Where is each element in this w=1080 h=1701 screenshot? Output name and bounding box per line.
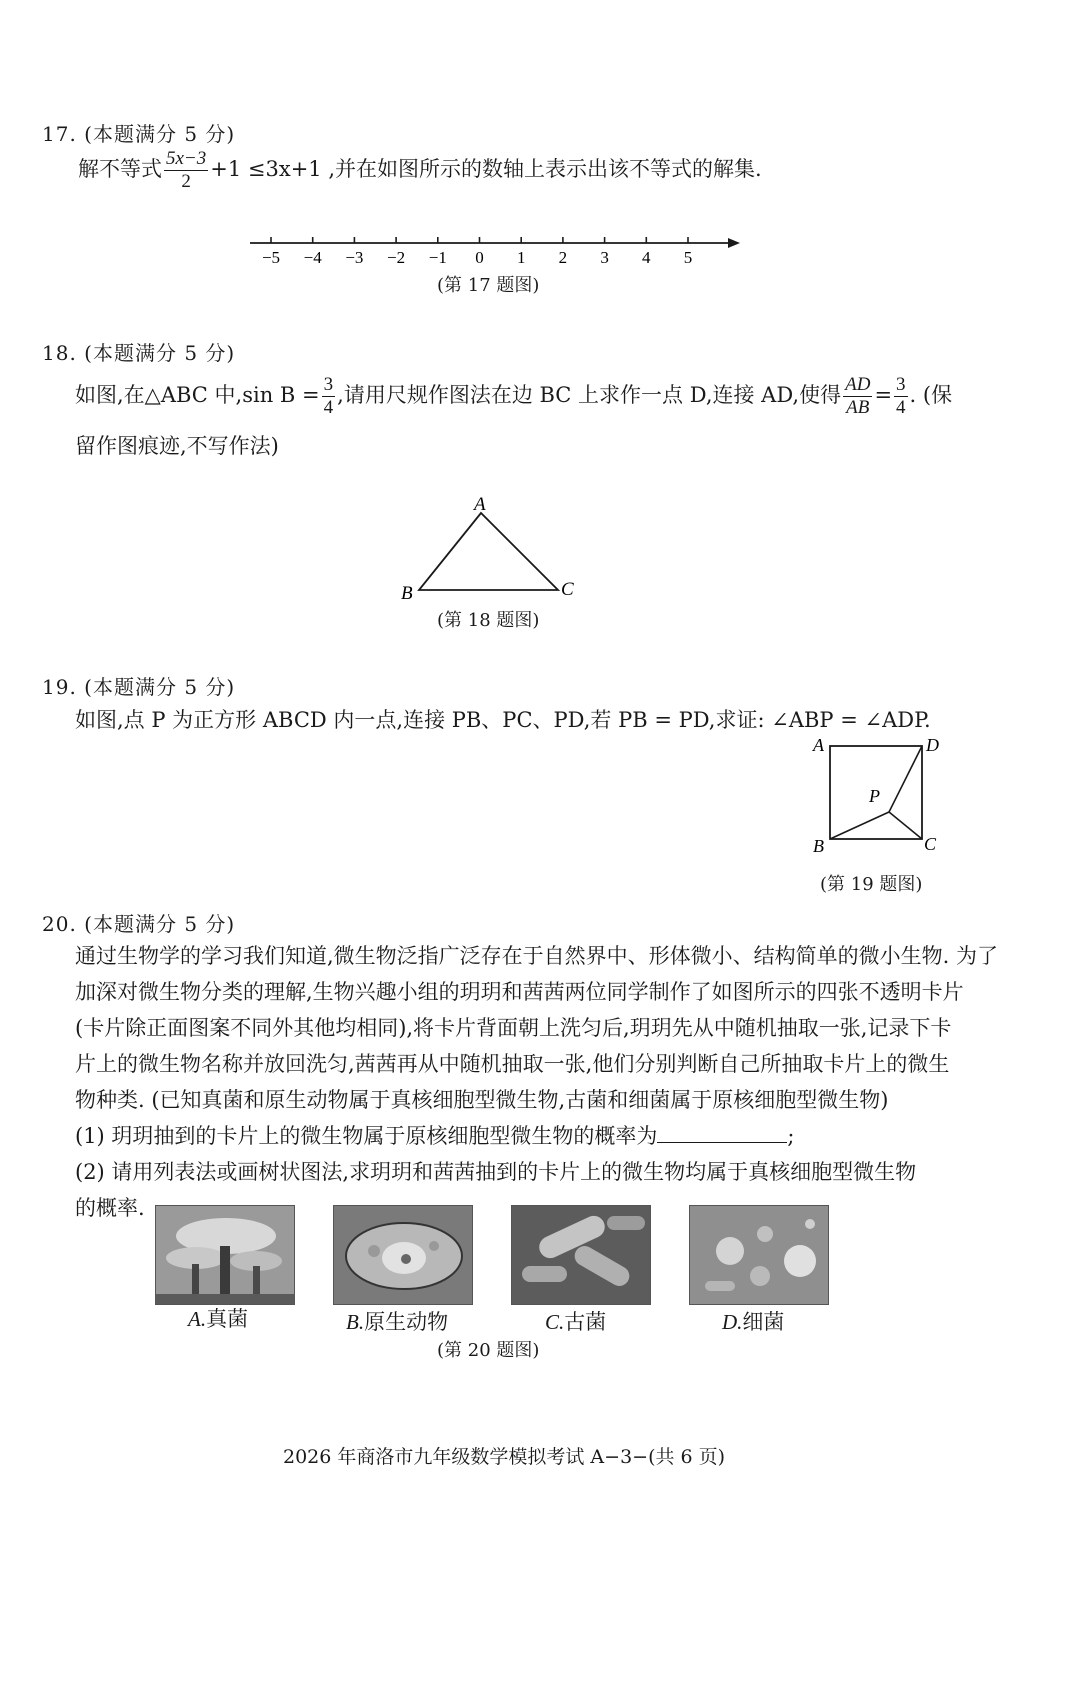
vertex-label-b: B: [401, 583, 413, 604]
archaea-illustration: [512, 1206, 650, 1304]
vertex-label-a: A: [813, 735, 824, 755]
q20-line: 加深对微生物分类的理解,生物兴趣小组的玥玥和茜茜两位同学制作了如图所示的四张不透明卡片: [75, 980, 964, 1004]
q18-t3: =: [874, 383, 893, 407]
q20-sub1: [75, 1118, 998, 1154]
q18-caption: (第 18 题图): [437, 610, 540, 631]
q18-frac-ratio: [843, 374, 872, 419]
vertex-label-d: D: [926, 735, 939, 755]
bacteria-image: [689, 1205, 829, 1305]
page-footer: 2026 年商洛市九年级数学模拟考试 A−3−(共 6 页): [283, 1446, 726, 1468]
protozoa-illustration: [334, 1206, 472, 1304]
vertex-label-c: C: [561, 579, 574, 600]
q17-header: 17. (本题满分 5 分): [42, 122, 236, 146]
vertex-label-c: C: [924, 834, 937, 854]
segment-pd: [889, 746, 922, 812]
q19-caption: (第 19 题图): [820, 874, 923, 895]
frac-den: 4: [323, 397, 334, 418]
q18-frac-value: [894, 374, 908, 419]
q18-text-line2: 留作图痕迹,不写作法): [75, 434, 279, 458]
number-line-tick-label: −2: [387, 248, 406, 267]
q20-line: 物种类. (已知真菌和原生动物属于真核细胞型微生物,古菌和细菌属于原核细胞型微生物): [75, 1088, 889, 1112]
number-line-ticks: [262, 237, 692, 267]
bacteria-illustration: [690, 1206, 828, 1304]
q20-header: 20. (本题满分 5 分): [42, 912, 236, 936]
card-letter: B.: [346, 1310, 365, 1334]
card-label-d: [722, 1306, 784, 1336]
archaea-image: [511, 1205, 651, 1305]
card-label-a: [188, 1303, 248, 1333]
q20-line: 片上的微生物名称并放回洗匀,茜茜再从中随机抽取一张,他们分别判断自己所抽取卡片上的微生: [75, 1052, 950, 1076]
segment-pb: [830, 812, 889, 839]
q18-frac-sinb: [322, 374, 336, 419]
frac-den: 4: [896, 397, 906, 418]
mushroom-illustration: [156, 1206, 294, 1304]
q17-text-pre: 解不等式: [78, 157, 162, 181]
number-line-tick-label: −5: [261, 248, 281, 267]
q18-text-line1: [75, 374, 952, 419]
number-line-tick-label: −4: [303, 248, 322, 267]
q17-frac-den: 2: [181, 171, 191, 192]
number-line-arrow: [728, 238, 740, 248]
number-line-tick-label: −1: [428, 248, 447, 267]
frac-num: 3: [323, 374, 334, 395]
point-label-p: P: [869, 786, 880, 806]
q20-caption: (第 20 题图): [437, 1340, 540, 1361]
answer-blank[interactable]: [657, 1122, 787, 1143]
frac-num: AD: [845, 374, 871, 395]
segment-pc: [889, 812, 922, 839]
card-label-b: [346, 1306, 448, 1336]
q20-line: (卡片除正面图案不同外其他均相同),将卡片背面朝上洗匀后,玥玥先从中随机抽取一张,记录下卡: [75, 1016, 952, 1040]
q20-body: [75, 938, 998, 1226]
q19-text: 如图,点 P 为正方形 ABCD 内一点,连接 PB、PC、PD,若 PB = PD,求证: ∠ABP = ∠ADP.: [75, 708, 931, 732]
number-line-tick-label: 4: [642, 248, 651, 267]
card-letter: C.: [545, 1310, 565, 1334]
q18-t1: 如图,在△ABC 中,sin B =: [75, 383, 320, 407]
q18-t2: ,请用尺规作图法在边 BC 上求作一点 D,连接 AD,使得: [337, 383, 842, 407]
number-line-tick-label: 0: [475, 248, 484, 267]
q18-header: 18. (本题满分 5 分): [42, 341, 236, 365]
protozoa-image: [333, 1205, 473, 1305]
triangle-abc: [419, 513, 558, 590]
mushroom-image: [155, 1205, 295, 1305]
q18-t4: . (保: [909, 383, 953, 407]
q17-text: [78, 148, 762, 193]
q20-sub2-line1: (2) 请用列表法或画树状图法,求玥玥和茜茜抽到的卡片上的微生物均属于真核细胞型微生物: [75, 1160, 917, 1184]
card-name: 原生动物: [364, 1310, 449, 1334]
q17-text-post: +1 ≤3x+1 ,并在如图所示的数轴上表示出该不等式的解集.: [210, 157, 762, 181]
number-line-tick-label: −3: [345, 248, 364, 267]
q19-header: 19. (本题满分 5 分): [42, 675, 236, 699]
q20-sub2-line2: 的概率.: [75, 1196, 145, 1220]
number-line-tick-label: 1: [516, 248, 526, 267]
q17-caption: (第 17 题图): [437, 275, 540, 296]
card-label-c: [545, 1306, 606, 1336]
number-line-tick-label: 3: [600, 248, 609, 267]
vertex-label-b: B: [813, 836, 824, 856]
q17-number-line: [250, 226, 750, 276]
card-name: 古菌: [564, 1310, 607, 1334]
q17-frac-num: 5x−3: [166, 148, 207, 169]
q18-triangle-figure: [395, 495, 595, 610]
vertex-label-a: A: [474, 495, 486, 515]
q20-line: 通过生物学的学习我们知道,微生物泛指广泛存在于自然界中、形体微小、结构简单的微小生物. 为了: [75, 944, 999, 968]
q20-sub1-end: ;: [787, 1124, 795, 1148]
number-line-tick-label: 5: [683, 248, 693, 267]
card-letter: A.: [188, 1307, 207, 1331]
q17-fraction: [164, 148, 208, 193]
q20-sub1-text: (1) 玥玥抽到的卡片上的微生物属于原核细胞型微生物的概率为: [75, 1124, 658, 1148]
card-letter: D.: [722, 1310, 743, 1334]
number-line-tick-label: 2: [558, 248, 568, 267]
card-name: 真菌: [206, 1307, 249, 1331]
frac-num: 3: [896, 374, 906, 395]
frac-den: AB: [846, 397, 870, 418]
q19-square-figure: [805, 730, 955, 860]
card-name: 细菌: [742, 1310, 785, 1334]
